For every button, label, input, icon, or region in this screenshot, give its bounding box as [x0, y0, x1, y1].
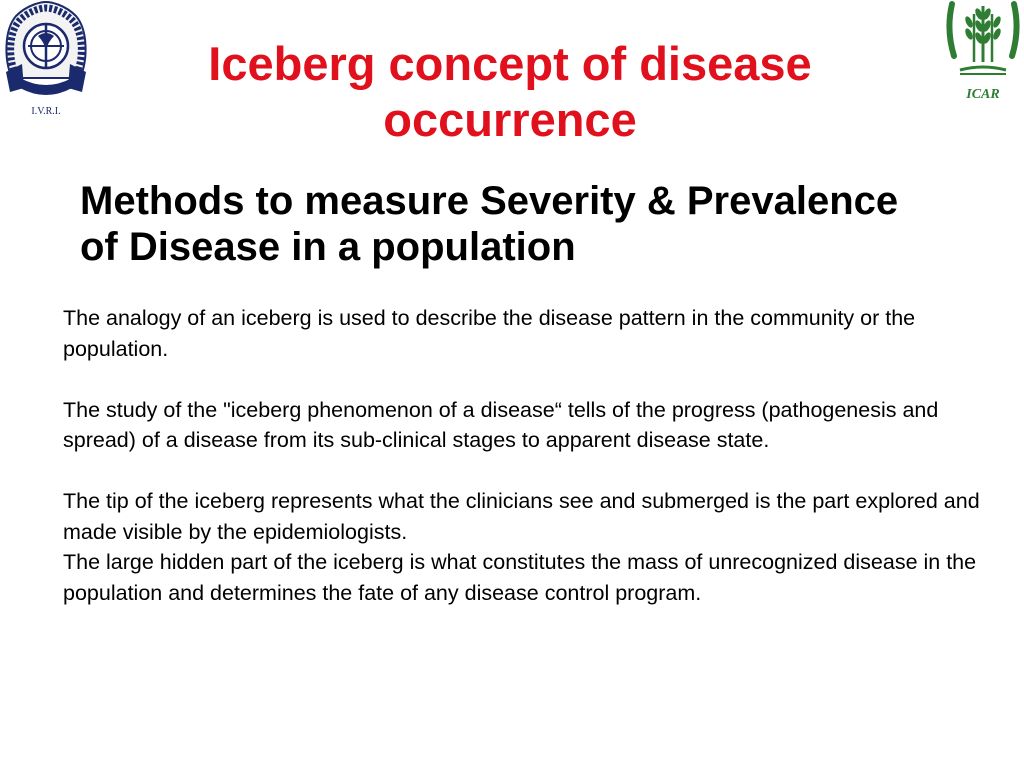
ivri-logo-icon: [2, 0, 90, 120]
slide-subtitle: [80, 178, 980, 270]
ivri-logo-label: I.V.R.I.: [31, 106, 61, 117]
body-paragraph: The large hidden part of the iceberg is what constitutes the mass of unrecognized disease in the population and determines the fate of any disease control program.: [63, 550, 977, 605]
body-paragraph: The analogy of an iceberg is used to describe the disease pattern in the community or the population.: [63, 306, 916, 361]
slide-title-line: occurrence: [383, 93, 637, 146]
icar-logo-icon: [944, 0, 1022, 104]
slide-subtitle-line: of Disease in a population: [80, 225, 576, 269]
icar-logo-label: ICAR: [966, 87, 1000, 102]
body-paragraph: The study of the "iceberg phenomenon of a disease“ tells of the progress (pathogenesis and spread) of a disease from its sub-clinical stages to apparent disease state.: [63, 397, 939, 452]
body-paragraph: The tip of the iceberg represents what the clinicians see and submerged is the part explored and made visible by the epidemiologists.: [63, 489, 980, 544]
slide-title: [100, 36, 920, 148]
slide-subtitle-line: Methods to measure Severity & Prevalence: [80, 179, 899, 223]
slide-title-line: Iceberg concept of disease: [208, 37, 812, 90]
slide-body: [63, 303, 983, 608]
